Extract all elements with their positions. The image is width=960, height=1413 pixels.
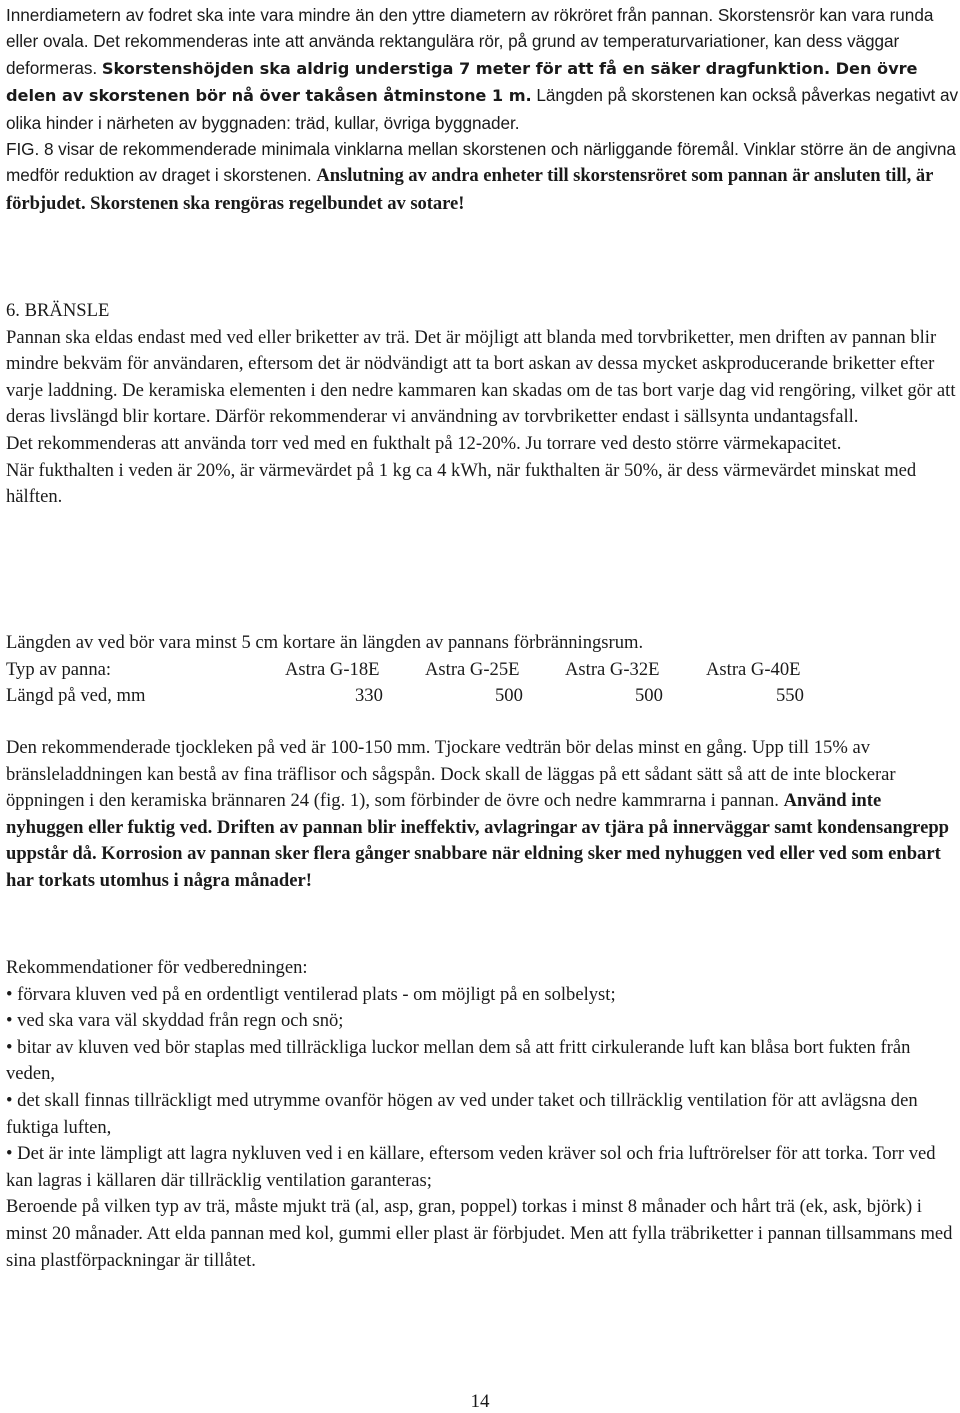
chimney-text-2: Längden på skorstenen kan också påverkas negativt av olika hinder i närheten av byggnaden: träd, kullar, övriga byggnader.	[6, 85, 959, 133]
wood-length-value: 500	[495, 685, 523, 707]
boiler-model: Astra G-32E	[565, 658, 660, 680]
chimney-text-1: Innerdiametern av fodret ska inte vara mindre än den yttre diametern av rökröret från pannan. Skorstensrör kan vara runda eller ovala. Det rekommenderas inte att använda rektangulära rör, på grund av temperaturvariationer, kan dess väggar deformeras.	[6, 5, 934, 78]
recommendation-item: • förvara kluven ved på en ordentligt ventilerad plats - om möjligt på en solbelyst;	[6, 983, 616, 1005]
fuel-section	[6, 298, 960, 511]
wood-length-intro: Längden av ved bör vara minst 5 cm kortare än längden av pannans förbränningsrum.	[6, 632, 644, 653]
fuel-paragraph-2: Det rekommenderas att använda torr ved med en fukthalt på 12-20%. Ju torrare ved desto större värmekapacitet.	[6, 432, 842, 454]
chimney-section	[6, 2, 960, 217]
wood-length-value: 500	[635, 685, 663, 707]
chimney-text-3: FIG. 8 visar de rekommenderade minimala vinklarna mellan skorstenen och närliggande föremål. Vinklar större än de angivna medför reduktion av draget i skorstenen.	[6, 139, 956, 186]
wood-length-row	[6, 683, 960, 710]
chimney-paragraph	[6, 2, 960, 217]
wood-thickness-paragraph	[6, 735, 960, 895]
fuel-paragraph-1: Pannan ska eldas endast med ved eller briketter av trä. Det är möjligt att blanda med torvbriketter, men driften av pannan blir mindre bekväm för användaren, eftersom det är nödvändigt att ta bort askan av dessa mycket askproducerande briketter efter varje laddning. De keramiska elementen i den nedre kammaren kan skadas om de tas bort varje dag vid rengöring, vilket gör att deras livslängd blir kortare. Därför rekommenderar vi användning av torvbriketter endast i sällsynta undantagsfall.	[6, 326, 956, 428]
boiler-type-row	[6, 657, 960, 684]
boiler-type-label: Typ av panna:	[6, 658, 112, 680]
recommendations-section	[6, 955, 960, 1274]
boiler-model: Astra G-18E	[285, 658, 380, 680]
wood-thickness-text: Den rekommenderade tjockleken på ved är 100-150 mm. Tjockare vedträn bör delas minst en gång. Upp till 15% av bränsleladdningen kan bestå av fina träflisor och sågspån. Dock skall de läggas på ett sådant sätt så att de inte blockerar öppningen i den keramiska brännaren 24 (fig. 1), som förbinder de övre och nedre kammrarna i pannan.	[6, 737, 896, 812]
recommendation-item: • bitar av kluven ved bör staplas med tillräckliga luckor mellan dem så att fritt cirkulerande luft kan blåsa bort fukten från veden,	[6, 1036, 911, 1085]
drying-time-paragraph: Beroende på vilken typ av trä, måste mjukt trä (al, asp, gran, poppel) torkas i minst 8 månader och hårt trä (ek, ask, björk) i minst 20 månader. Att elda pannan med kol, gummi eller plast är förbjudet. Men att fylla träbriketter i pannan tillsammans med sina plastförpackningar är tillåtet.	[6, 1196, 953, 1271]
wood-length-label: Längd på ved, mm	[6, 685, 146, 707]
fuel-paragraph-3: När fukthalten i veden är 20%, är värmevärdet på 1 kg ca 4 kWh, när fukthalten är 50%, är dess värmevärdet minskat med hälften.	[6, 459, 917, 508]
recommendation-item: • Det är inte lämpligt att lagra nykluven ved i en källare, eftersom veden kräver sol och fria luftrörelser för att torka. Torr ved kan lagras i källaren där tillräcklig ventilation garanteras;	[6, 1143, 936, 1191]
recommendation-item: • ved ska vara väl skyddad från regn och snö;	[6, 1010, 344, 1032]
chimney-connection-warning: Anslutning av andra enheter till skorstensröret som pannan är ansluten till, är förbjudet. Skorstenen ska rengöras regelbundet av sotare!	[6, 165, 933, 214]
wood-length-value: 550	[776, 685, 804, 707]
wood-thickness-section	[6, 735, 960, 895]
fresh-wood-warning: Använd inte nyhuggen eller fuktig ved. Driften av pannan blir ineffektiv, avlagringar av tjära på innerväggar samt kondensangrepp uppstår då. Korrosion av pannan sker flera gånger snabbare när eldning sker med nyhuggen ved eller ved som enbart har torkats utomhus i några månader!	[6, 790, 950, 891]
boiler-model: Astra G-25E	[425, 658, 520, 680]
page-number: 14	[470, 1391, 490, 1412]
recommendation-item: • det skall finnas tillräckligt med utrymme ovanför högen av ved under taket och tillräcklig ventilation för att avlägsna den fuktiga luften,	[6, 1089, 918, 1138]
boiler-model: Astra G-40E	[706, 658, 801, 680]
fuel-heading: 6. BRÄNSLE	[6, 300, 110, 321]
recommendations-heading: Rekommendationer för vedberedningen:	[6, 957, 308, 978]
wood-length-value: 330	[355, 685, 383, 707]
wood-length-section	[6, 630, 960, 710]
chimney-roof-ridge-warning: Den övre delen av skorstenen bör nå över takåsen åtminstone 1 m.	[6, 58, 918, 106]
chimney-height-warning: Skorstenshöjden ska aldrig understiga 7 meter för att få en säker dragfunktion.	[101, 58, 831, 78]
